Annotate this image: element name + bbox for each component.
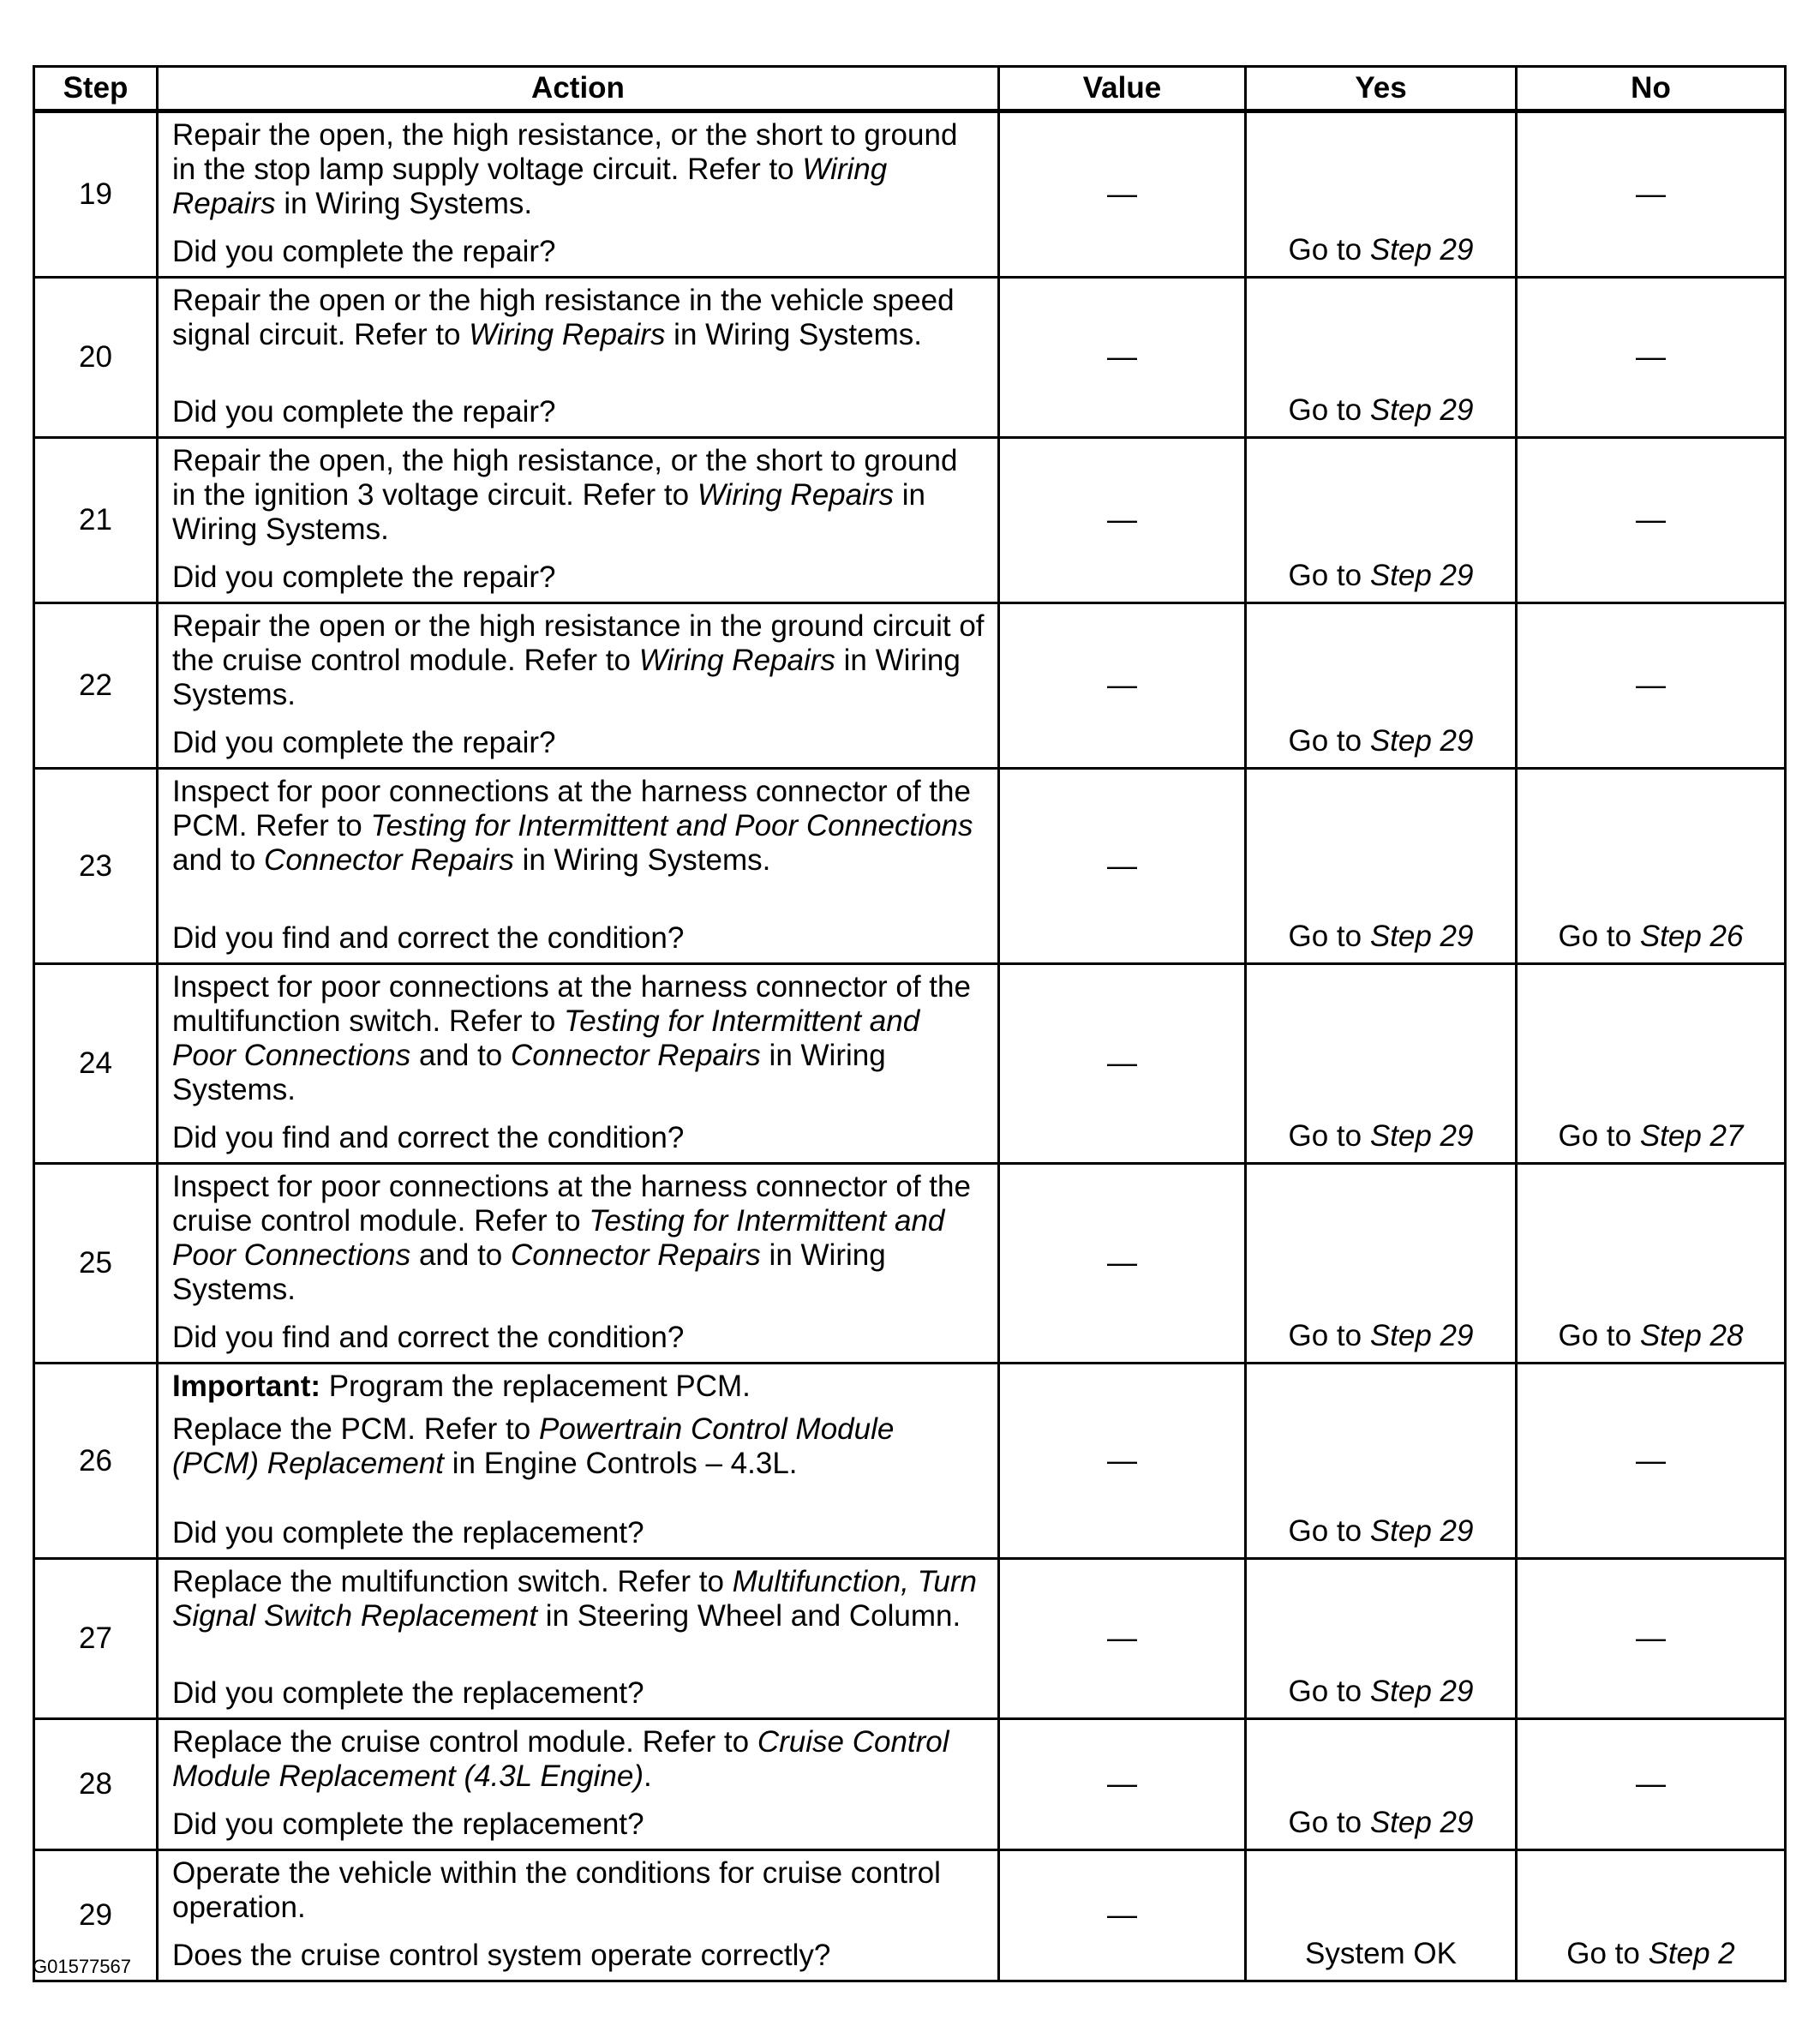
no-go-to [1518,920,1784,954]
action-question: Did you complete the repair? [172,560,556,594]
action-text-segment: Inspect for poor connections at the harness connector of the cruise control module. Refer to [172,1170,971,1238]
table-row [34,1364,1786,1559]
value-cell [999,438,1246,603]
table-row [34,1850,1786,1981]
action-cell [158,111,999,278]
yes-go-to-prefix: Go to [1288,1119,1370,1153]
yes-step-reference: Step 29 [1369,1514,1474,1548]
value-dash: — [1107,503,1137,536]
no-dash: — [1636,503,1666,536]
header-value: Value [999,67,1246,111]
step-number: 23 [34,769,158,964]
action-cell [158,769,999,964]
no-cell [1517,1850,1786,1981]
no-step-reference: Step 27 [1639,1119,1744,1153]
yes-go-to-prefix: System OK [1305,1937,1457,1970]
yes-go-to-prefix: Go to [1288,1675,1370,1708]
header-row [34,67,1786,111]
action-text [172,1565,985,1642]
action-text-segment: Operate the vehicle within the conditions for cruise control operation. [172,1856,941,1924]
yes-go-to-prefix: Go to [1288,724,1370,758]
step-number: 24 [34,964,158,1164]
action-text-segment: Inspect for poor connections at the harness connector of the PCM. Refer to [172,775,971,842]
action-text [172,284,985,361]
yes-cell [1246,1850,1517,1981]
action-text [172,1856,985,1933]
value-dash: — [1107,1246,1137,1280]
table-row [34,1164,1786,1364]
reference-link-text: Testing for Intermittent and Poor Connections [172,1004,920,1072]
no-step-reference: Step 2 [1648,1937,1735,1970]
reference-link-text: Connector Repairs [511,1238,761,1272]
value-cell [999,603,1246,769]
table-body [34,111,1786,1981]
action-text [172,1170,985,1316]
action-text-segment: in Wiring Systems. [172,644,961,711]
yes-cell [1246,438,1517,603]
reference-link-text: Cruise Control Module Replacement (4.3L Engine) [172,1725,949,1793]
step-number: 21 [34,438,158,603]
yes-go-to [1247,1937,1515,1971]
reference-link-text: Testing for Intermittent and Poor Connections [370,809,973,842]
action-cell [158,1719,999,1850]
no-cell [1517,1364,1786,1559]
no-go-to-prefix: Go to [1558,1119,1640,1153]
action-text-segment: in Wiring Systems. [172,478,925,546]
action-text-segment: Repair the open or the high resistance in the vehicle speed signal circuit. Refer to [172,284,955,351]
value-dash: — [1107,340,1137,374]
table-row [34,769,1786,964]
yes-go-to [1247,559,1515,593]
action-paragraph [172,1725,985,1794]
action-question: Did you complete the repair? [172,235,556,268]
yes-go-to [1247,1514,1515,1549]
step-number: 29 [34,1850,158,1981]
no-dash: — [1636,1767,1666,1801]
action-text-segment: and to [410,1039,511,1072]
action-text-segment: in Wiring Systems. [665,318,922,351]
table-row [34,278,1786,438]
yes-go-to [1247,393,1515,428]
step-number: 22 [34,603,158,769]
yes-go-to-prefix: Go to [1288,1806,1370,1839]
action-text-segment: in Engine Controls – 4.3L. [444,1447,798,1480]
value-cell [999,1719,1246,1850]
table-row [34,1559,1786,1719]
reference-link-text: Wiring Repairs [638,644,835,677]
no-go-to [1518,1319,1784,1353]
yes-go-to-prefix: Go to [1288,1514,1370,1548]
table-row [34,111,1786,278]
table-row [34,964,1786,1164]
action-text [172,970,985,1116]
action-cell [158,603,999,769]
action-text-segment: in Wiring Systems. [172,1039,886,1106]
yes-cell [1246,1164,1517,1364]
yes-step-reference: Step 29 [1369,1119,1474,1153]
table-row [34,603,1786,769]
yes-step-reference: Step 29 [1369,1806,1474,1839]
no-dash: — [1636,177,1666,211]
action-text-segment: Inspect for poor connections at the harness connector of the multifunction switch. Refer to [172,970,971,1038]
value-dash: — [1107,1898,1137,1932]
value-dash: — [1107,1046,1137,1080]
step-number: 25 [34,1164,158,1364]
value-cell [999,278,1246,438]
action-text-segment: . [643,1759,652,1793]
no-dash: — [1636,340,1666,374]
value-cell [999,1850,1246,1981]
yes-go-to-prefix: Go to [1288,559,1370,592]
figure-id: G01577567 [33,1956,131,1977]
reference-link-text: Multifunction, Turn Signal Switch Replacement [172,1565,977,1633]
action-cell [158,1364,999,1559]
step-number: 20 [34,278,158,438]
header-step: Step [34,67,158,111]
action-text [172,609,985,721]
action-text [172,775,985,886]
value-cell [999,1559,1246,1719]
value-cell [999,1164,1246,1364]
action-paragraph [172,284,985,352]
action-cell [158,1559,999,1719]
yes-go-to [1247,1675,1515,1709]
value-cell [999,1364,1246,1559]
action-question: Did you complete the repair? [172,726,556,759]
no-dash: — [1636,1443,1666,1478]
yes-cell [1246,1364,1517,1559]
action-text-segment: and to [172,843,265,877]
action-text [172,118,985,230]
no-go-to [1518,1937,1784,1971]
action-paragraph [172,1370,985,1404]
action-paragraph [172,970,985,1107]
value-cell [999,769,1246,964]
action-paragraph [172,1170,985,1307]
yes-go-to [1247,1319,1515,1353]
no-dash: — [1636,668,1666,702]
action-text [172,1370,985,1490]
yes-step-reference: Step 29 [1369,233,1474,267]
step-number: 19 [34,111,158,278]
yes-step-reference: Step 29 [1369,1675,1474,1708]
no-cell [1517,1559,1786,1719]
action-text-segment: Replace the PCM. Refer to [172,1412,539,1446]
table-row [34,438,1786,603]
value-dash: — [1107,1443,1137,1478]
value-dash: — [1107,848,1137,883]
value-cell [999,964,1246,1164]
action-paragraph [172,1856,985,1925]
yes-step-reference: Step 29 [1369,1319,1474,1352]
yes-go-to [1247,233,1515,267]
no-cell [1517,964,1786,1164]
action-text-segment: and to [410,1238,511,1272]
action-text-segment: Repair the open, the high resistance, or the short to ground in the stop lamp supply voltage circuit. Refer to [172,118,958,186]
no-go-to-prefix: Go to [1558,920,1640,953]
no-cell [1517,438,1786,603]
action-question: Does the cruise control system operate correctly? [172,1939,831,1972]
action-question: Did you complete the replacement? [172,1516,644,1549]
action-text-segment: in Wiring Systems. [172,1238,886,1306]
yes-step-reference: Step 29 [1369,559,1474,592]
no-cell [1517,1719,1786,1850]
reference-link-text: Wiring Repairs [469,318,666,351]
header-no: No [1517,67,1786,111]
value-cell [999,111,1246,278]
action-text-segment: Repair the open, the high resistance, or the short to ground in the ignition 3 voltage circuit. Refer to [172,444,958,512]
step-number: 26 [34,1364,158,1559]
action-paragraph [172,118,985,221]
yes-step-reference: Step 29 [1369,393,1474,427]
action-question: Did you find and correct the condition? [172,1321,685,1354]
no-step-reference: Step 28 [1639,1319,1744,1352]
action-paragraph [172,1412,985,1481]
yes-cell [1246,769,1517,964]
action-paragraph [172,444,985,547]
no-cell [1517,111,1786,278]
step-number: 27 [34,1559,158,1719]
yes-go-to [1247,1119,1515,1154]
header-action: Action [158,67,999,111]
yes-cell [1246,111,1517,278]
action-text-segment: Program the replacement PCM. [320,1370,751,1403]
yes-go-to [1247,920,1515,954]
yes-step-reference: Step 29 [1369,724,1474,758]
yes-go-to-prefix: Go to [1288,920,1370,953]
action-question: Did you find and correct the condition? [172,1121,685,1154]
step-number: 28 [34,1719,158,1850]
no-cell [1517,769,1786,964]
reference-link-text: Wiring Repairs [697,478,895,512]
action-paragraph [172,1565,985,1633]
action-cell [158,964,999,1164]
diagnostic-table [33,65,1787,1982]
action-question: Did you complete the repair? [172,395,556,429]
no-cell [1517,1164,1786,1364]
action-text-segment: in Wiring Systems. [513,843,771,877]
action-question: Did you complete the replacement? [172,1807,644,1841]
action-question: Did you find and correct the condition? [172,921,685,955]
table-row [34,1719,1786,1850]
action-paragraph [172,775,985,878]
no-step-reference: Step 26 [1639,920,1744,953]
action-cell [158,278,999,438]
action-text-segment: Repair the open or the high resistance in the ground circuit of the cruise control module. Refer to [172,609,985,677]
no-dash: — [1636,1621,1666,1655]
action-text-segment: Replace the multifunction switch. Refer to [172,1565,733,1598]
no-cell [1517,278,1786,438]
value-dash: — [1107,668,1137,702]
header-yes: Yes [1246,67,1517,111]
no-cell [1517,603,1786,769]
yes-go-to [1247,1806,1515,1840]
action-text-segment: Replace the cruise control module. Refer to [172,1725,757,1759]
yes-cell [1246,1559,1517,1719]
action-text-segment: in Wiring Systems. [275,187,533,220]
reference-link-text: Connector Repairs [264,843,514,877]
yes-cell [1246,964,1517,1164]
no-go-to [1518,1119,1784,1154]
action-text [172,444,985,555]
value-dash: — [1107,1621,1137,1655]
reference-link-text: Powertrain Control Module (PCM) Replacement [172,1412,895,1480]
action-paragraph [172,609,985,712]
value-dash: — [1107,177,1137,211]
no-go-to-prefix: Go to [1558,1319,1640,1352]
reference-link-text: Connector Repairs [511,1039,761,1072]
no-go-to-prefix: Go to [1566,1937,1649,1970]
yes-cell [1246,603,1517,769]
action-question: Did you complete the replacement? [172,1676,644,1710]
action-text [172,1725,985,1802]
reference-link-text: Testing for Intermittent and Poor Connections [172,1204,945,1272]
yes-cell [1246,1719,1517,1850]
value-dash: — [1107,1767,1137,1801]
action-cell [158,1164,999,1364]
yes-cell [1246,278,1517,438]
yes-go-to-prefix: Go to [1288,233,1370,267]
yes-go-to-prefix: Go to [1288,393,1370,427]
action-cell [158,438,999,603]
reference-link-text: Wiring Repairs [172,153,888,220]
yes-go-to [1247,724,1515,758]
yes-go-to-prefix: Go to [1288,1319,1370,1352]
action-text-segment: in Steering Wheel and Column. [537,1599,961,1633]
important-label: Important: [172,1370,321,1403]
action-cell [158,1850,999,1981]
yes-step-reference: Step 29 [1369,920,1474,953]
